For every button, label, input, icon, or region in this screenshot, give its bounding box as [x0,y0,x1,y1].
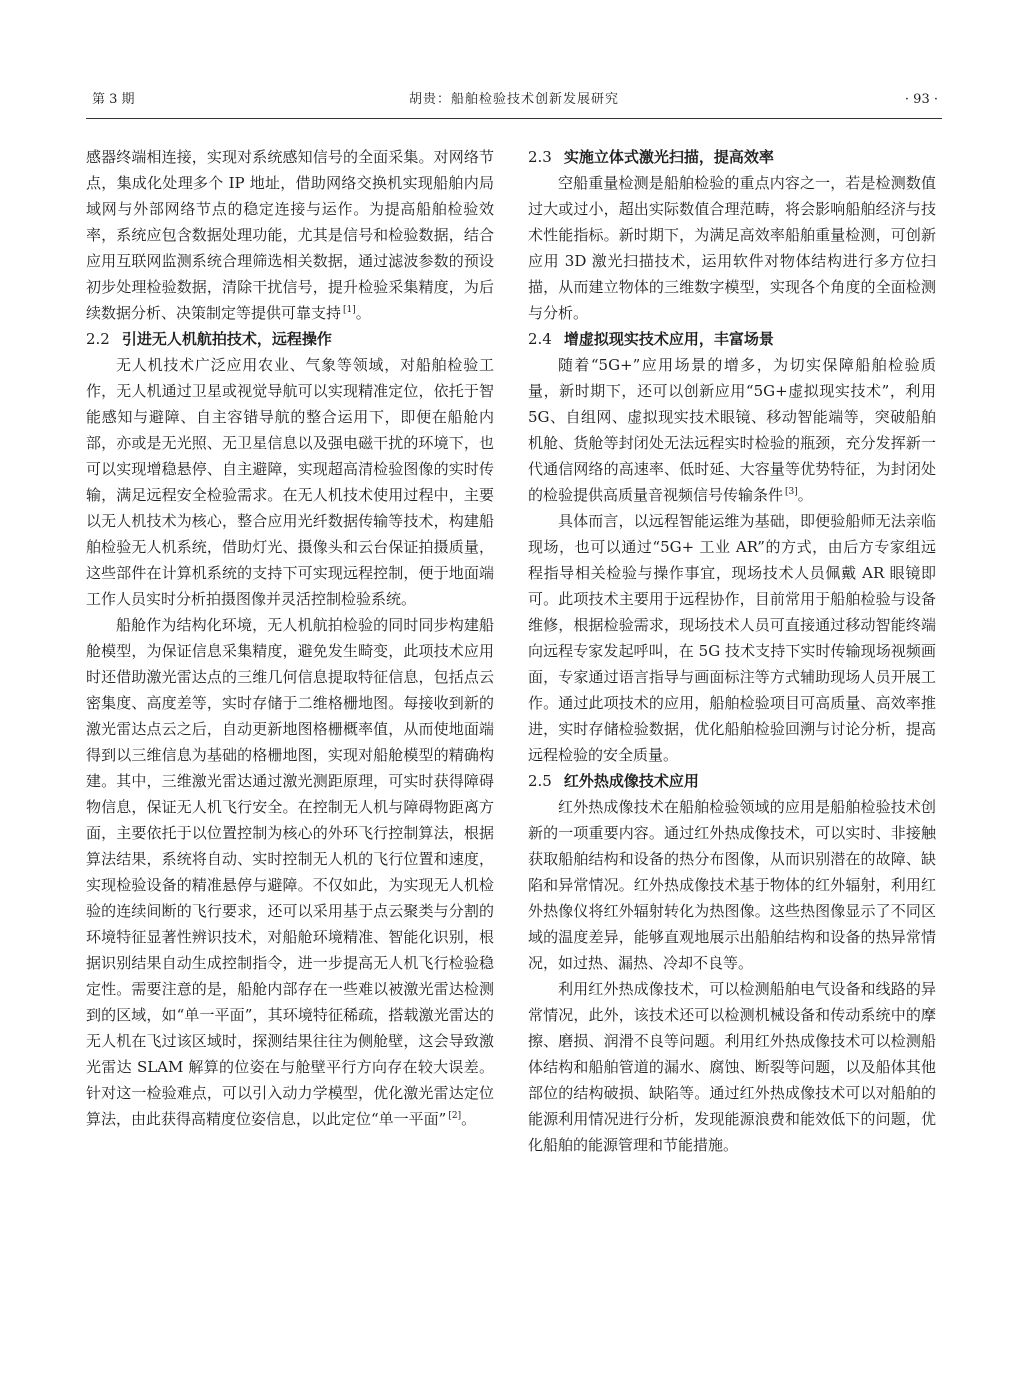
section-number: 2.3 [528,148,552,166]
running-title: 胡贵：船舶检验技术创新发展研究 [408,92,619,107]
section-title: 引进无人机航拍技术，远程操作 [121,330,332,348]
section-heading-2-2 [86,326,494,352]
paragraph: 利用红外热成像技术，可以检测船舶电气设备和线路的异常情况，此外，该技术还可以检测机械设备和传动系统中的摩擦、磨损、润滑不良等问题。利用红外热成像技术可以检测船体结构和船舶管道的漏水、腐蚀、断裂等问题，以及船体其他部位的结构破损、缺陷等。通过红外热成像技术可以对船舶的能源利用情况进行分析，发现能源浪费和能效低下的问题，优化船舶的能源管理和节能措施。 [528,980,936,1154]
issue-number: 第 3 期 [92,92,135,107]
section-number: 2.4 [528,330,552,348]
citation-ref: [2] [448,1111,462,1121]
header-rule [86,118,942,119]
section-number: 2.5 [528,772,552,790]
section-title: 红外热成像技术应用 [563,772,699,790]
right-column [528,144,936,1158]
paragraph: 空船重量检测是船舶检验的重点内容之一，若是检测数值过大或过小，超出实际数值合理范畴，将会影响船舶经济与技术性能指标。新时期下，为满足高效率船舶重量检测，可创新应用 3D 激光扫描技术，运用软件对物体结构进行多方位扫描，从而建立物体的三维数字模型，实现各个角度的全面检测与分析。 [528,174,936,322]
paragraph-continued: 感器终端相连接，实现对系统感知信号的全面采集。对网络节点，集成化处理多个 IP 地址，借助网络交换机实现船舶内局域网与外部网络节点的稳定连接与运作。为提高船舶检验效率，系统应包含数据处理功能，尤其是信号和检验数据，结合应用互联网监测系统合理筛选相关数据，通过滤波参数的预设初步处理检验数据，清除干扰信号，提升检验采集精度，为后续数据分析、决策制定等提供可靠支持 [1]。 [86,148,494,322]
section-title: 增虚拟现实技术应用，丰富场景 [563,330,774,348]
section-heading-2-3 [528,144,936,170]
paragraph: 红外热成像技术在船舶检验领域的应用是船舶检验技术创新的一项重要内容。通过红外热成像技术，可以实时、非接触获取船舶结构和设备的热分布图像，从而识别潜在的故障、缺陷和异常情况。红外热成像技术基于物体的红外辐射，利用红外热像仪将红外辐射转化为热图像。这些热图像显示了不同区域的温度差异，能够直观地展示出船舶结构和设备的热异常情况，如过热、漏热、冷却不良等。 [528,798,936,972]
section-number: 2.2 [86,330,110,348]
paragraph: 船舱作为结构化环境，无人机航拍检验的同时同步构建船舱模型，为保证信息采集精度，避免发生畸变，此项技术应用时还借助激光雷达点的三维几何信息提取特征信息，包括点云密集度、高度差等，实时存储于二维格栅地图。每接收到新的激光雷达点云之后，自动更新地图格栅概率值，从而使地面端得到以三维信息为基础的格栅地图，实现对船舱模型的精确构建。其中，三维激光雷达通过激光测距原理，可实时获得障碍物信息，保证无人机飞行安全。在控制无人机与障碍物距离方面，主要依托于以位置控制为核心的外环飞行控制算法，根据算法结果，系统将自动、实时控制无人机的飞行位置和速度，实现检验设备的精准悬停与避障。不仅如此，为实现无人机检验的连续间断的飞行要求，还可以采用基于点云聚类与分割的环境特征显著性辨识技术，对船舱环境精准、智能化识别，根据识别结果自动生成控制指令，进一步提高无人机飞行检验稳定性。需要注意的是，船舱内部存在一些难以被激光雷达检测到的区域，如“单一平面”，其环境特征稀疏，搭载激光雷达的无人机在飞过该区域时，探测结果往往为侧舱壁，这会导致激光雷达 SLAM 解算的位姿在与舱壁平行方向存在较大误差。针对这一检验难点，可以引入动力学模型，优化激光雷达定位算法，由此获得高精度位姿信息，以此定位“单一平面” [2]。 [86,616,494,1128]
paragraph: 具体而言，以远程智能运维为基础，即便验船师无法亲临现场，也可以通过“5G+ 工业 AR”的方式，由后方专家组远程指导相关检验与操作事宜，现场技术人员佩戴 AR 眼镜即可。此项技术主要用于远程协作，目前常用于船舶检验与设备维修，根据检验需求，现场技术人员可直接通过移动智能终端向远程专家发起呼叫，在 5G 技术支持下实时传输现场视频画面，专家通过语言指导与画面标注等方式辅助现场人员开展工作。通过此项技术的应用，船舶检验项目可高质量、高效率推进，实时存储检验数据，优化船舶检验回溯与讨论分析，提高远程检验的安全质量。 [528,512,936,764]
paragraph: 无人机技术广泛应用农业、气象等领域，对船舶检验工作，无人机通过卫星或视觉导航可以实现精准定位，依托于智能感知与避障、自主容错导航的整合运用下，即便在船舱内部，亦或是无光照、无卫星信息以及强电磁干扰的环境下，也可以实现增稳悬停、自主避障，实现超高清检验图像的实时传输，满足远程安全检验需求。在无人机技术使用过程中，主要以无人机技术为核心，整合应用光纤数据传输等技术，构建船舶检验无人机系统，借助灯光、摄像头和云台保证拍摄质量，这些部件在计算机系统的支持下可实现远程控制，便于地面端工作人员实时分析拍摄图像并灵活控制检验系统。 [86,356,494,608]
running-header [86,90,942,110]
section-title: 实施立体式激光扫描，提高效率 [563,148,774,166]
page-number: · 93 · [904,92,938,107]
section-heading-2-4 [528,326,936,352]
paragraph: 随着“5G+”应用场景的增多，为切实保障船舶检验质量，新时期下，还可以创新应用“5G+虚拟现实技术”，利用 5G、自组网、虚拟现实技术眼镜、移动智能端等，突破船舶机舱、货舱等封闭处无法远程实时检验的瓶颈，充分发挥新一代通信网络的高速率、低时延、大容量等优势特征，为封闭处的检验提供高质量音视频信号传输条件 [3]。 [528,356,936,504]
section-heading-2-5 [528,768,936,794]
citation-ref: [1] [343,305,356,315]
left-column [86,144,494,1132]
citation-ref: [3] [785,487,798,497]
